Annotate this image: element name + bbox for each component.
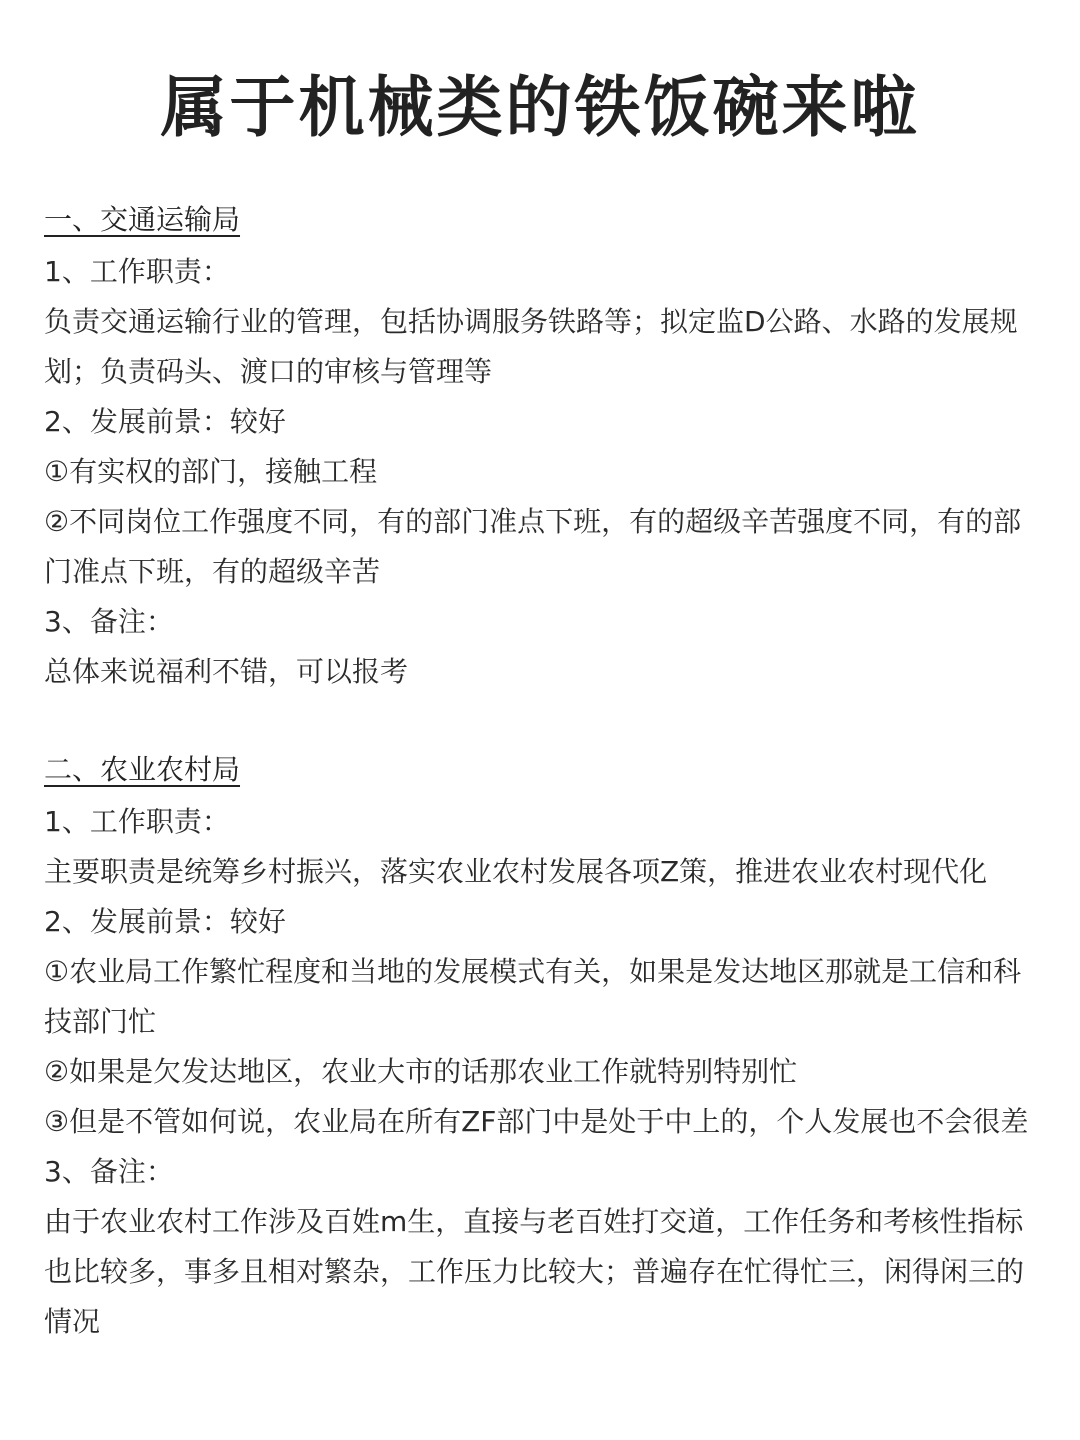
duty-text: 负责交通运输行业的管理，包括协调服务铁路等；拟定监D公路、水路的发展规划；负责码头、渡口的审核与管理等 [44,305,1018,388]
prospect-point: ①农业局工作繁忙程度和当地的发展模式有关，如果是发达地区那就是工信和科技部门忙 [44,955,1022,1038]
section-heading: 一、交通运输局 [44,203,241,236]
page-title: 属于机械类的铁饭碗来啦 [160,69,920,146]
prospect-point: ②不同岗位工作强度不同，有的部门准点下班，有的超级辛苦强度不同，有的部门准点下班，有的超级辛苦 [44,505,1022,588]
duty-text: 主要职责是统筹乡村振兴，落实农业农村发展各项Z策，推进农业农村现代化 [44,855,988,888]
prospect-point: ①有实权的部门，接触工程 [44,455,378,488]
prospect-point: ②如果是欠发达地区，农业大市的话那农业工作就特别特别忙 [44,1055,798,1088]
note-label: 3、备注： [44,605,174,638]
note-text: 由于农业农村工作涉及百姓m生，直接与老百姓打交道，工作任务和考核性指标也比较多，事多且相对繁杂，工作压力比较大；普遍存在忙得忙三，闲得闲三的情况 [44,1205,1025,1338]
prospect-label: 2、发展前景：较好 [44,405,286,438]
prospect-point: ③但是不管如何说，农业局在所有ZF部门中是处于中上的，个人发展也不会很差3、备注： [44,1105,1029,1188]
section-heading: 二、农业农村局 [44,753,241,786]
duty-label: 1、工作职责： [44,805,230,838]
duty-label: 1、工作职责： [44,255,230,288]
article-body [44,197,1044,1347]
section-agriculture-bureau [44,747,1044,1347]
section-transport-bureau [44,197,1044,697]
note-text: 总体来说福利不错，可以报考 [44,655,409,688]
prospect-label: 2、发展前景：较好 [44,905,286,938]
